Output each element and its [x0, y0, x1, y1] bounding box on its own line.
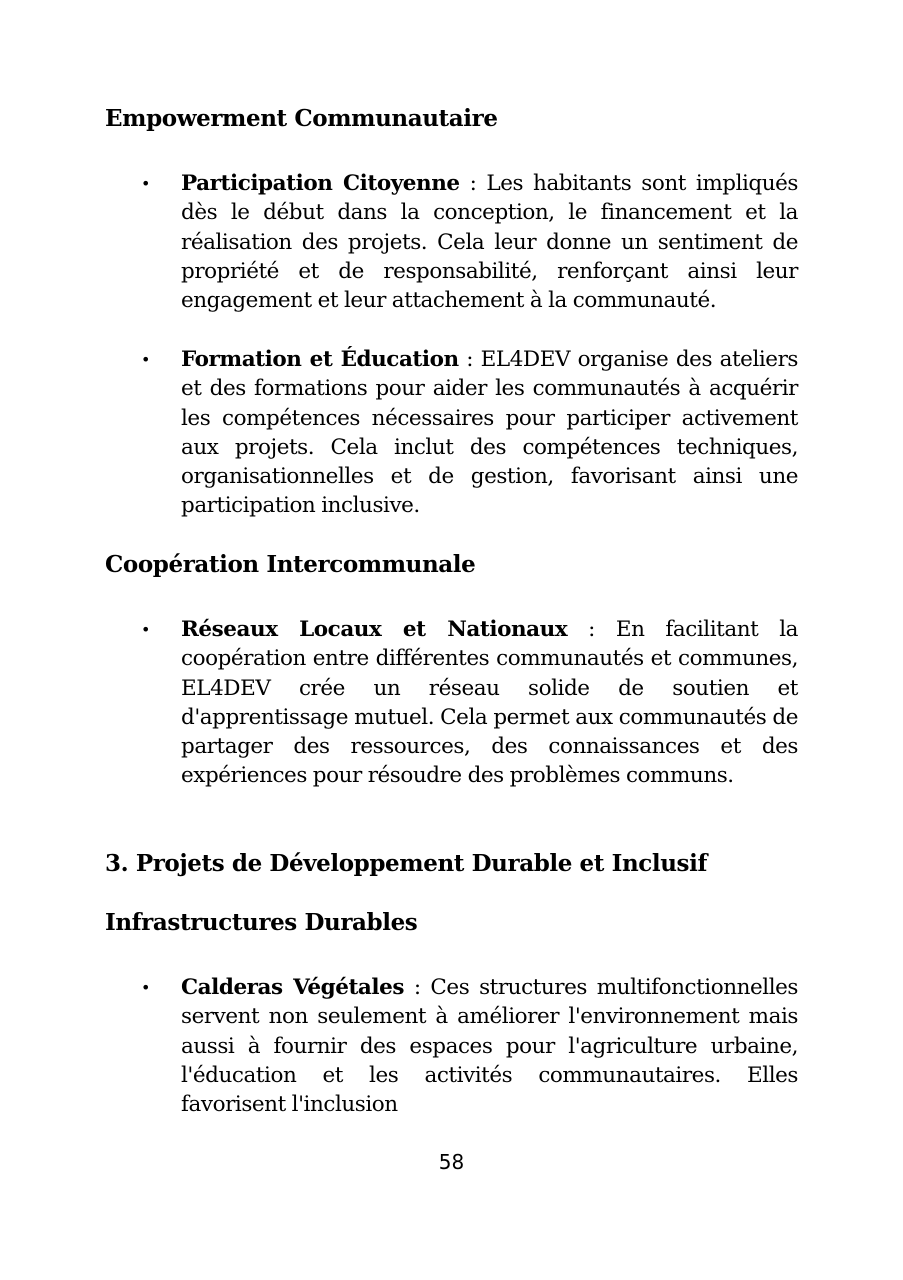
list-item-term: Calderas Végétales: [181, 975, 405, 1000]
page-number: 58: [438, 1150, 465, 1174]
bullet-marker: •: [141, 174, 151, 193]
list-item-reseaux: [181, 615, 798, 791]
list-item-term: Réseaux Locaux et Nationaux: [181, 617, 568, 642]
list-item-text: : EL4DEV organise des ateliers et des formations pour aider les communautés à acquérir les compétences nécessaires pour participer activement aux projets. Cela inclut des compétences techniques, organisationnelles et de gestion, favorisant ainsi une participation inclusive.: [181, 347, 798, 519]
list-item-text: : En facilitant la coopération entre différentes communautés et communes, EL4DEV crée un réseau solide de soutien et d'apprentissage mutuel. Cela permet aux communautés de partager des ressources, des connaissances et des expériences pour résoudre des problèmes communs.: [181, 617, 798, 789]
section-heading-cooperation: Coopération Intercommunale: [105, 551, 476, 578]
list-item-text: : Ces structures multifonctionnelles servent non seulement à améliorer l'environnement mais aussi à fournir des espaces pour l'agriculture urbaine, l'éducation et les activités communautaires. Elles favorisent l'inclusion: [181, 975, 798, 1118]
section-heading-empowerment: Empowerment Communautaire: [105, 105, 498, 132]
bullet-marker: •: [141, 620, 151, 639]
bullet-marker: •: [141, 978, 151, 997]
bullet-marker: •: [141, 350, 151, 369]
list-item-calderas: [181, 973, 798, 1119]
list-item-text: : Les habitants sont impliqués dès le début dans la conception, le financement et la réalisation des projets. Cela leur donne un sentiment de propriété et de responsabilité, renforçant ainsi leur engagement et leur attachement à la communauté.: [181, 171, 798, 314]
section-heading-infrastructures: Infrastructures Durables: [105, 909, 418, 936]
list-item-term: Formation et Éducation: [181, 347, 459, 372]
list-item-term: Participation Citoyenne: [181, 171, 460, 196]
list-item-participation-citoyenne: [181, 169, 798, 315]
list-item-formation-education: [181, 345, 798, 521]
section-heading-projets: 3. Projets de Développement Durable et Inclusif: [105, 850, 707, 877]
